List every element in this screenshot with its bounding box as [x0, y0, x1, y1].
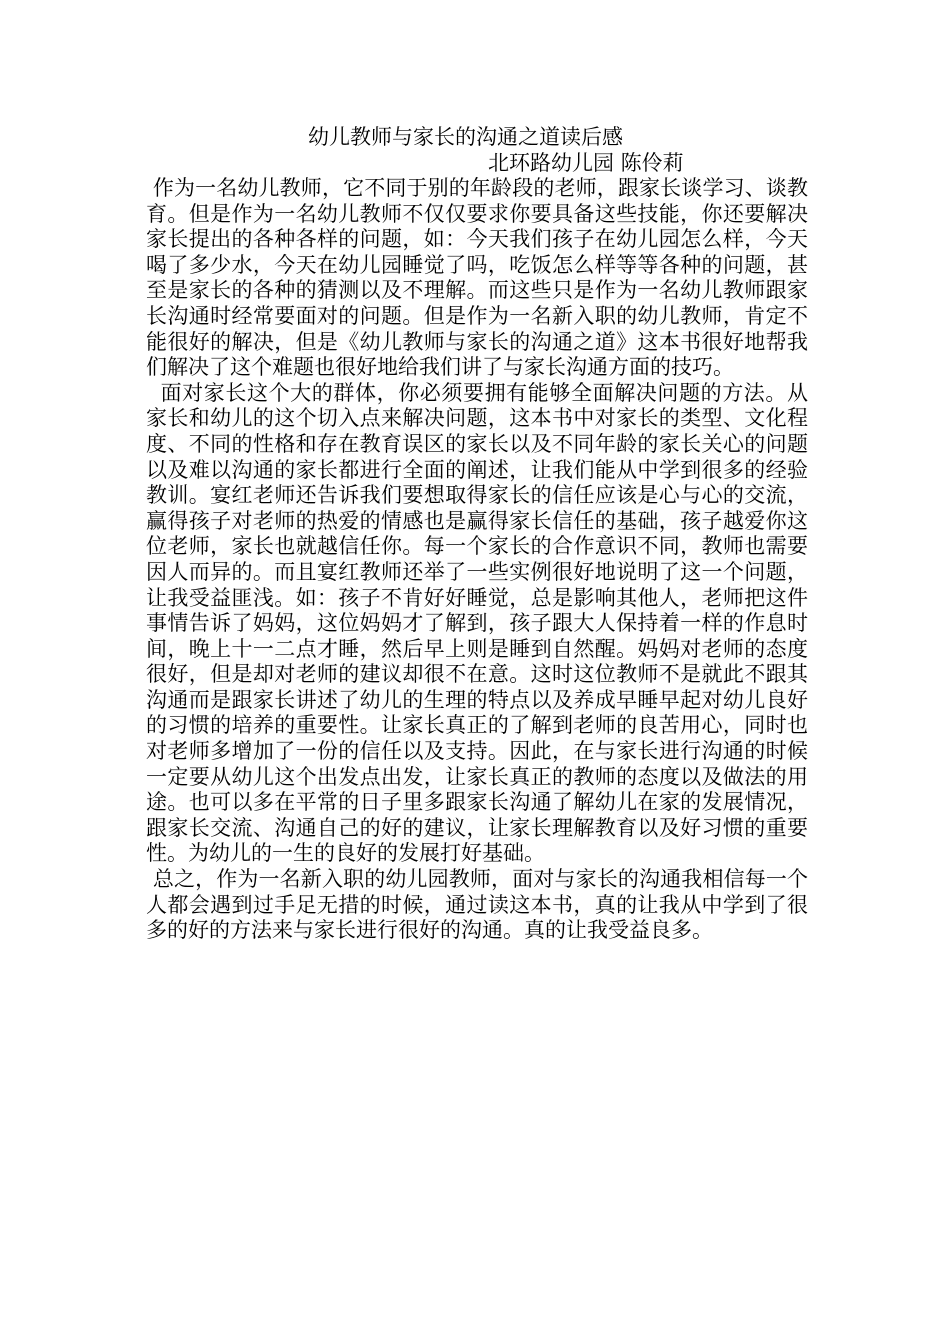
- author-line: 北环路幼儿园 陈伶莉: [488, 151, 684, 175]
- paragraph-2: 面对家长这个大的群体，你必须要拥有能够全面解决问题的方法。从家长和幼儿的这个切入点来解决问题，这本书中对家长的类型、文化程度、不同的性格和存在教育误区的家长以及不同年龄的家长关心的问题以及难以沟通的家长都进行全面的阐述，让我们能从中学到很多的经验教训。宴红老师还告诉我们要想取得家长的信任应该是心与心的交流，赢得孩子对老师的热爱的情感也是赢得家长信任的基础，孩子越爱你这位老师，家长也就越信任你。每一个家长的合作意识不同，教师也需要因人而异的。而且宴红教师还举了一些实例很好地说明了这一个问题，让我受益匪浅。如：孩子不肯好好睡觉，总是影响其他人，老师把这件事情告诉了妈妈，这位妈妈才了解到，孩子跟大人保持着一样的作息时间，晚上十一二点才睡，然后早上则是睡到自然醒。妈妈对老师的态度很好，但是却对老师的建议却很不在意。这时这位教师不是就此不跟其沟通而是跟家长讲述了幼儿的生理的特点以及养成早睡早起对幼儿良好的习惯的培养的重要性。让家长真正的了解到老师的良苦用心，同时也对老师多增加了一份的信任以及支持。因此，在与家长进行沟通的时候一定要从幼儿这个出发点出发，让家长真正的教师的态度以及做法的用途。也可以多在平常的日子里多跟家长沟通了解幼儿在家的发展情况，跟家长交流、沟通自己的好的建议，让家长理解教育以及好习惯的重要性。为幼儿的一生的良好的发展打好基础。: [146, 380, 808, 866]
- document-body: [146, 124, 808, 944]
- document-title: 幼儿教师与家长的沟通之道读后感: [308, 125, 623, 149]
- paragraph-3: 总之，作为一名新入职的幼儿园教师，面对与家长的沟通我相信每一个人都会遇到过手足无措的时候，通过读这本书，真的让我从中学到了很多的好的方法来与家长进行很好的沟通。真的让我受益良多。: [146, 867, 808, 943]
- paragraph-1: 作为一名幼儿教师，它不同于别的年龄段的老师，跟家长谈学习、谈教育。但是作为一名幼儿教师不仅仅要求你要具备这些技能，你还要解决家长提出的各种各样的问题，如：今天我们孩子在幼儿园怎么样，今天喝了多少水，今天在幼儿园睡觉了吗，吃饭怎么样等等各种的问题，甚至是家长的各种的猜测以及不理解。而这些只是作为一名幼儿教师跟家长沟通时经常要面对的问题。但是作为一名新入职的幼儿教师，肯定不能很好的解决，但是《幼儿教师与家长的沟通之道》这本书很好地帮我们解决了这个难题也很好地给我们讲了与家长沟通方面的技巧。: [146, 176, 808, 380]
